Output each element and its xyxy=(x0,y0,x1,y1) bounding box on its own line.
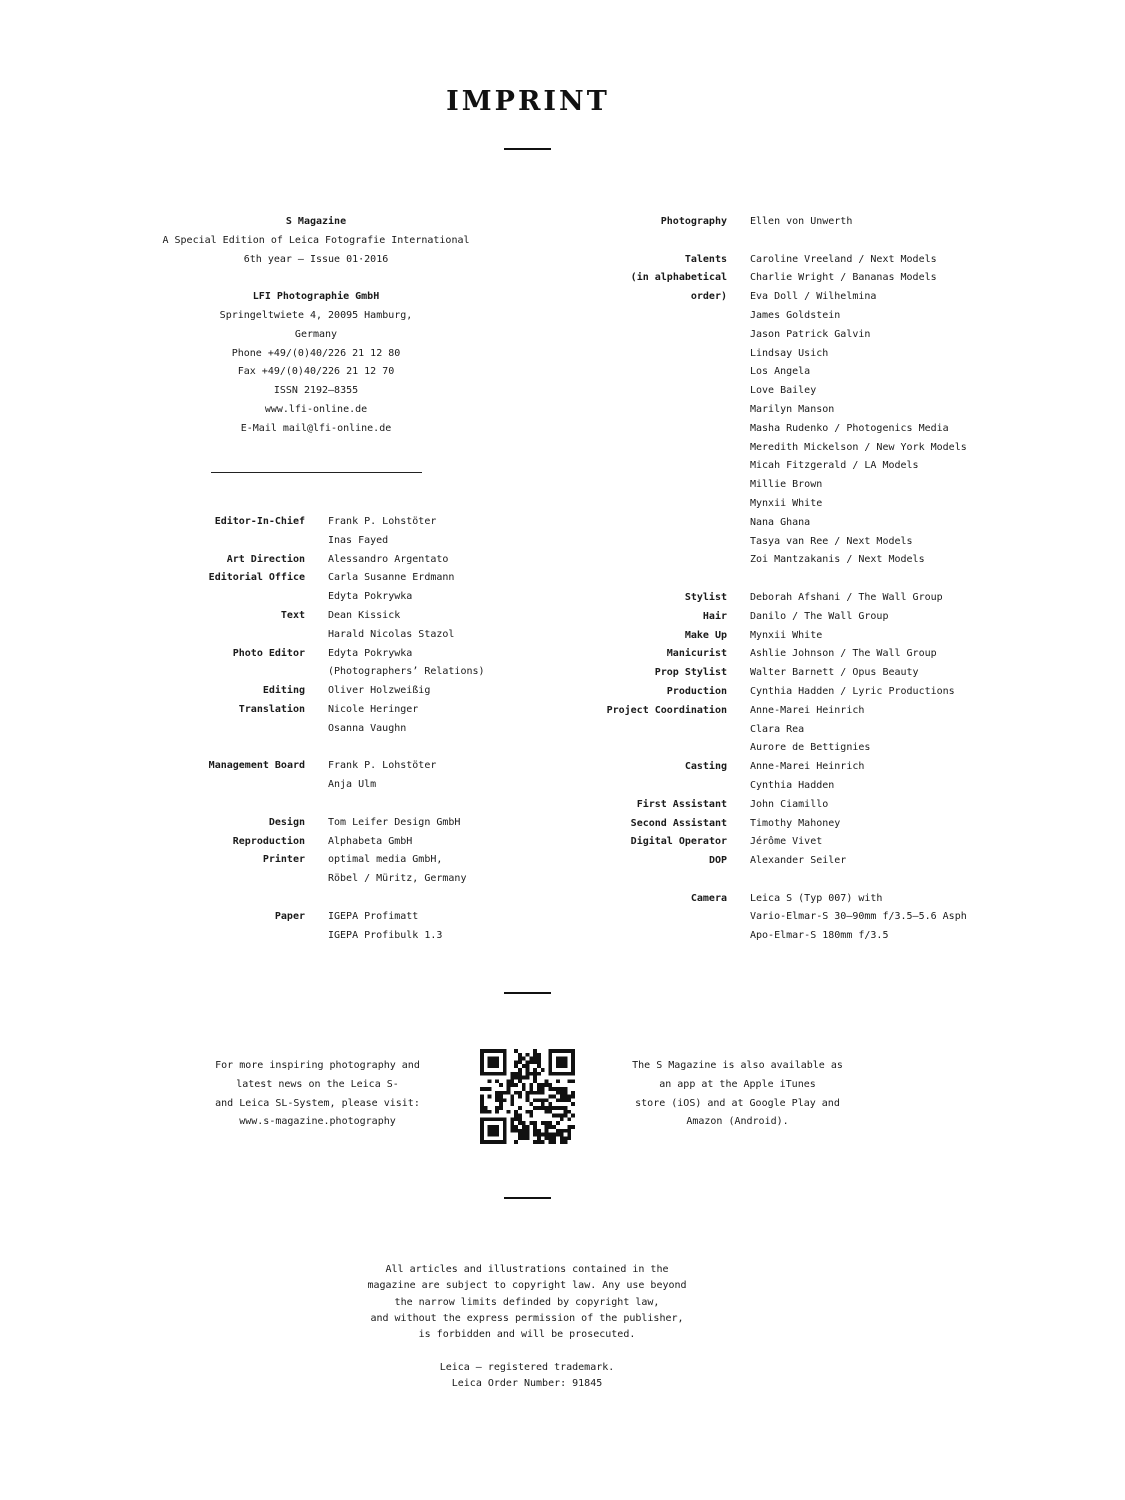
credit-editor-in-chief xyxy=(150,513,485,551)
credit-value: Cynthia Hadden / Lyric Productions xyxy=(750,685,955,697)
publisher-phone: Phone +49/(0)40/226 21 12 80 xyxy=(231,347,401,359)
credit-value: Eva Doll / Wilhelmina xyxy=(750,291,877,303)
credit-value: Caroline Vreeland / Next Models xyxy=(750,253,937,265)
credit-label: Translation xyxy=(238,703,305,715)
credit-value: Walter Barnett / Opus Beauty xyxy=(750,667,919,679)
page-title: IMPRINT xyxy=(446,86,610,117)
credit-value: Carla Susanne Erdmann xyxy=(328,572,455,584)
trademark-line: Leica – registered trademark. xyxy=(439,1361,615,1373)
credit-label: Project Coordination xyxy=(606,704,727,716)
staff-credits xyxy=(150,513,485,945)
credit-art-direction xyxy=(150,551,485,570)
credit-value: Ellen von Unwerth xyxy=(750,216,853,227)
credit-value: Marilyn Manson xyxy=(750,403,835,415)
credit-prop-stylist xyxy=(560,664,967,683)
credit-manicurist xyxy=(560,645,967,664)
credit-hair xyxy=(560,608,967,627)
credit-value: Frank P. Lohstöter xyxy=(328,760,437,772)
credit-label: Editorial Office xyxy=(208,572,305,584)
credit-editing xyxy=(150,682,485,701)
credit-second-assistant xyxy=(560,815,967,834)
publisher-issn: ISSN 2192–8355 xyxy=(273,385,359,397)
credits-divider xyxy=(504,992,551,994)
credit-value: Röbel / Müritz, Germany xyxy=(328,873,467,885)
credit-label: Prop Stylist xyxy=(654,667,727,679)
credit-label: Management Board xyxy=(208,760,305,772)
credit-value: Tasya van Ree / Next Models xyxy=(750,535,913,547)
credit-photography xyxy=(560,213,967,232)
credit-label: Camera xyxy=(690,892,727,904)
credit-translation xyxy=(150,701,485,739)
credit-label: Editing xyxy=(262,685,305,697)
info-line: and Leica SL-System, please visit: xyxy=(215,1097,420,1109)
credit-value: Masha Rudenko / Photogenics Media xyxy=(750,422,949,434)
legal-line: and without the express permission of the publisher, xyxy=(370,1312,684,1324)
credit-label: DOP xyxy=(708,855,727,867)
publication-subtitle: A Special Edition of Leica Fotografie International xyxy=(162,234,470,246)
credit-value: Love Bailey xyxy=(750,385,817,397)
credit-label: Photography xyxy=(660,216,727,227)
credit-value: optimal media GmbH, xyxy=(328,854,443,866)
credit-value: Meredith Mickelson / New York Models xyxy=(750,441,967,453)
credit-label: Production xyxy=(666,685,727,697)
publisher-fax: Fax +49/(0)40/226 21 12 70 xyxy=(237,366,395,378)
credit-label: Paper xyxy=(274,910,305,922)
credit-value: Zoi Mantzakanis / Next Models xyxy=(750,554,925,566)
credit-value: Harald Nicolas Stazol xyxy=(328,628,455,640)
credit-value: Aurore de Bettignies xyxy=(750,742,871,754)
credit-value: Ashlie Johnson / The Wall Group xyxy=(750,648,937,660)
credit-value: Alphabeta GmbH xyxy=(328,835,413,847)
credit-text xyxy=(150,607,485,645)
credit-value: (Photographers’ Relations) xyxy=(328,666,485,678)
credit-design xyxy=(150,814,485,833)
order-number: Leica Order Number: 91845 xyxy=(451,1378,603,1390)
credit-casting xyxy=(560,758,967,796)
credit-value: Alessandro Argentato xyxy=(328,553,449,565)
publisher-address-line1: Springeltwiete 4, 20095 Hamburg, xyxy=(219,309,413,321)
credit-label: Hair xyxy=(702,610,727,622)
credit-value: Anja Ulm xyxy=(328,779,377,791)
info-line: an app at the Apple iTunes xyxy=(659,1078,816,1090)
publication-divider xyxy=(211,472,422,473)
credit-label: Make Up xyxy=(684,629,727,641)
qr-code-icon xyxy=(480,1049,575,1144)
info-line: Amazon (Android). xyxy=(686,1116,789,1128)
credit-value: Nana Ghana xyxy=(750,516,811,528)
production-credits xyxy=(560,213,967,946)
credit-value: Los Angela xyxy=(750,366,811,378)
legal-line: the narrow limits definded by copyright law, xyxy=(394,1296,660,1308)
title-divider xyxy=(504,148,551,150)
credit-value: Lindsay Usich xyxy=(750,347,829,359)
credit-make-up xyxy=(560,627,967,646)
credit-label: Second Assistant xyxy=(630,817,727,829)
credit-label: Design xyxy=(268,816,305,828)
publication-name: S Magazine xyxy=(285,216,347,227)
credit-value: Anne-Marei Heinrich xyxy=(750,704,865,716)
credit-value: Vario-Elmar-S 30–90mm f/3.5–5.6 Asph xyxy=(750,911,967,923)
credit-dop xyxy=(560,852,967,871)
credit-label: Photo Editor xyxy=(232,647,305,659)
credit-value: Tom Leifer Design GmbH xyxy=(328,816,461,828)
credit-reproduction xyxy=(150,833,485,852)
credit-label: First Assistant xyxy=(636,798,727,810)
credit-value: Jason Patrick Galvin xyxy=(750,328,871,340)
legal-line: magazine are subject to copyright law. Any use beyond xyxy=(367,1280,687,1292)
credit-value: Dean Kissick xyxy=(328,609,401,621)
website-info xyxy=(195,1057,440,1132)
credit-value: Jérôme Vivet xyxy=(750,836,823,848)
credit-value: Mynxii White xyxy=(750,629,823,641)
credit-label-note: order) xyxy=(690,291,727,303)
credit-value: Oliver Holzweißig xyxy=(328,685,431,697)
credit-value: Inas Fayed xyxy=(328,534,389,546)
credit-label: Digital Operator xyxy=(630,836,727,848)
legal-line: All articles and illustrations contained in the xyxy=(385,1264,669,1275)
info-divider xyxy=(504,1197,551,1199)
credit-label: Editor-In-Chief xyxy=(214,516,305,527)
credit-value: Frank P. Lohstöter xyxy=(328,516,437,527)
credit-value: Micah Fitzgerald / LA Models xyxy=(750,460,919,472)
credit-talents xyxy=(560,251,967,571)
info-line: store (iOS) and at Google Play and xyxy=(635,1097,840,1109)
publisher-website: www.lfi-online.de xyxy=(264,403,368,415)
credit-value: Apo-Elmar-S 180mm f/3.5 xyxy=(750,930,889,942)
credit-value: Edyta Pokrywka xyxy=(328,591,413,603)
copyright-notice xyxy=(327,1262,727,1392)
credit-paper xyxy=(150,908,485,946)
credit-label: Talents xyxy=(684,253,727,265)
credit-label: Printer xyxy=(262,854,305,866)
info-line: latest news on the Leica S- xyxy=(236,1078,399,1090)
credit-value: IGEPA Profimatt xyxy=(328,910,419,922)
credit-label-note: (in alphabetical xyxy=(630,272,727,284)
credit-value: Leica S (Typ 007) with xyxy=(750,892,883,904)
credit-label: Text xyxy=(280,609,305,621)
app-info xyxy=(615,1057,860,1132)
credit-camera xyxy=(560,890,967,946)
credit-value: Charlie Wright / Bananas Models xyxy=(750,272,937,284)
info-line: The S Magazine is also available as xyxy=(632,1060,843,1071)
credit-photo-editor xyxy=(150,645,485,683)
credit-label: Reproduction xyxy=(232,835,305,847)
credit-value: Deborah Afshani / The Wall Group xyxy=(750,591,943,603)
publication-info xyxy=(161,213,471,439)
credit-value: Edyta Pokrywka xyxy=(328,647,413,659)
credit-label: Art Direction xyxy=(226,553,305,565)
credit-project-coordination xyxy=(560,702,967,758)
credit-value: IGEPA Profibulk 1.3 xyxy=(328,929,443,941)
credit-value: Osanna Vaughn xyxy=(328,722,407,734)
info-line: For more inspiring photography and xyxy=(215,1060,420,1071)
website-link[interactable]: www.s-magazine.photography xyxy=(239,1116,396,1128)
publisher-address-line2: Germany xyxy=(294,328,338,340)
credit-value: Millie Brown xyxy=(750,479,823,491)
publisher-name: LFI Photographie GmbH xyxy=(252,291,380,303)
credit-value: Cynthia Hadden xyxy=(750,779,835,791)
credit-value: Danilo / The Wall Group xyxy=(750,610,889,622)
credit-value: Clara Rea xyxy=(750,723,805,735)
credit-stylist xyxy=(560,589,967,608)
credit-value: John Ciamillo xyxy=(750,798,829,810)
credit-label: Stylist xyxy=(684,591,727,603)
credit-editorial-office xyxy=(150,569,485,607)
credit-value: Timothy Mahoney xyxy=(750,817,841,829)
credit-label: Manicurist xyxy=(666,648,727,660)
credit-value: Nicole Heringer xyxy=(328,703,419,715)
credit-value: Anne-Marei Heinrich xyxy=(750,761,865,773)
credit-printer xyxy=(150,851,485,889)
credit-value: James Goldstein xyxy=(750,309,841,321)
credit-management-board xyxy=(150,757,485,795)
credit-label: Casting xyxy=(684,761,727,773)
credit-first-assistant xyxy=(560,796,967,815)
credit-production xyxy=(560,683,967,702)
credit-digital-operator xyxy=(560,833,967,852)
credit-value: Mynxii White xyxy=(750,497,823,509)
legal-line: is forbidden and will be prosecuted. xyxy=(418,1329,636,1341)
publication-issue: 6th year – Issue 01·2016 xyxy=(243,253,389,265)
publisher-email: E-Mail mail@lfi-online.de xyxy=(240,422,392,434)
credit-value: Alexander Seiler xyxy=(750,855,847,867)
